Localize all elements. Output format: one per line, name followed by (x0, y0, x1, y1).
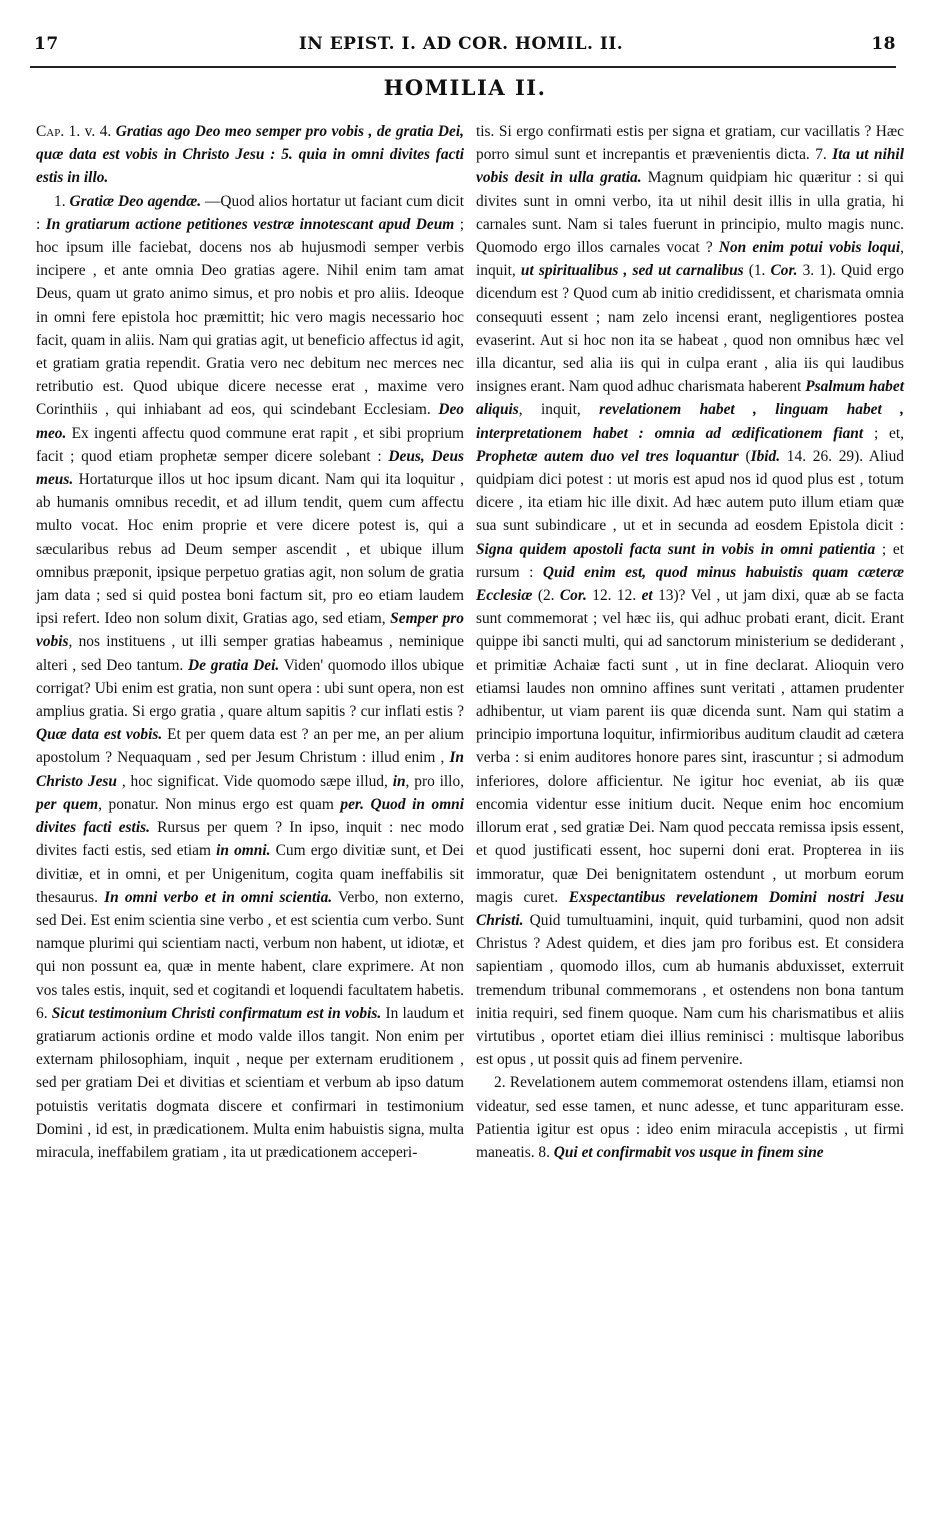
inline-text: Deo meo. (36, 401, 464, 442)
inline-text: Psalmum habet aliquis (476, 378, 904, 419)
inline-text: In gratiarum actione petitiones vestræ innotescant apud Deum (45, 215, 455, 233)
page-number-right: 18 (871, 34, 896, 54)
inline-text: revelationem habet , linguam habet , interpretationem habet : omnia ad ædificationem fiant (476, 401, 904, 442)
inline-text: Gratias ago Deo meo semper pro vobis , de gratia Dei, quæ data est vobis in Christo Jesu : 5. quia in omni divites facti estis in illo. (36, 123, 465, 187)
paragraph: Cap. 1. v. 4. Gratias ago Deo meo semper pro vobis , de gratia Dei, quæ data est vobis in Christo Jesu : 5. quia in omni divites facti estis in illo. (36, 123, 465, 187)
inline-text: Quæ data est vobis. (36, 726, 163, 744)
paragraph: 2. Revelationem autem commemorat ostendens illam, etiamsi non videatur, sed esse tamen, et nunc adesse, et tunc apparituram esse. Patientia igitur est opus : ideo enim miracula accepistis , ut firmi maneatis. 8. Qui et confirmabit vos usque in finem sine (476, 1074, 904, 1161)
inline-text: Semper pro vobis (36, 610, 464, 651)
paragraph: 1. Gratiæ Deo agendæ. —Quod alios hortatur ut faciant cum dicit : In gratiarum actione petitiones vestræ innotescant apud Deum ; hoc ipsum ille faciebat, docens nos ab hujusmodi semper verbis incipere , et ante omnia Deo gratias agere. Nihil enim tam amat Deus, quam ut grato animo simus, et pro nobis et pro aliis. Ideoque in omni fere epistola hoc præmittit; hic vero magis necessario hoc facit, quam in aliis. Nam qui gratias agit, ut beneficio affectus id agit, et gratiam gratia rependit. Gratia vero nec debitum nec merces nec retributio est. Quod ubique dicere necesse erat , maxime vero Corinthiis , qui inhiabant ad eos, qui scindebant Ecclesiam. Deo meo. Ex ingenti affectu quod commune erat rapit , et sibi proprium facit ; quod etiam prophetæ semper dicere solebant : Deus, Deus meus. Hortaturque illos ut hoc ipsum dicant. Nam qui ita loquitur , ab humanis omnibus recedit, et ad illum tendit, quem cum affectu multo vocat. Hoc enim proprie et vere dicere potest is, qui a sæcularibus rebus ad Deum semper ascendit , et ubique illum omnibus præponit, ipsique perpetuo gratias agit, non solum de gratia jam data ; sed si quid postea boni factum sit, pro eo etiam laudem ipsi refert. Ideo non solum dixit, Gratias ago, sed etiam, Semper pro vobis, nos instituens , ut illi semper gratias habeamus , neminique alteri , sed Deo tantum. De gratia Dei. Viden' quomodo illos ubique corrigat? Ubi enim est gratia, non sunt opera : ubi sunt opera, non est amplius gratia. Si ergo gratia , quare altum sapitis ? cur inflati estis ? Quæ data est vobis. Et per quem data est ? an per me, an per alium apostolum ? Nequaquam , sed per Jesum Christum : illud enim , In Christo Jesu , hoc significat. Vide quomodo sæpe illud, in, pro illo, per quem, ponatur. Non minus ergo est quam per. Quod in omni divites facti estis. Rursus per quem ? In ipso, inquit : nec modo divites facti estis, sed etiam in omni. Cum ergo divitiæ sunt, et Dei divitiæ, et in omni, et per Unigenitum, cogita quam ineffabilis sit thesaurus. In omni verbo et in omni scientia. Verbo, non externo, sed Dei. Est enim scientia sine verbo , et est scientia cum verbo. Sunt namque plurimi qui scientiam nacti, verbum non habent, ut idiotæ, et qui non possunt ea, quæ in mente habent, clare exprimere. At non vos tales estis, inquit, sed et cogitandi et loquendi facultatem habetis. 6. Sicut testimonium Christi confirmatum est in vobis. In laudum et gratiarum actionis ordine et modo valde illos tangit. Non enim per externam philosophiam, inquit , neque per externam eruditionem , sed per gratiam Dei et divitias et scientiam et verbum ab ipso datum potuistis veritatis dogmata discere et confirmari in testimonium Domini , id est, in prædicationem. Multa enim habuistis signa, multa miracula, ineffabilem gratiam , ita ut prædicationem acceperi- (36, 192, 465, 1161)
inline-text: per. Quod in omni divites facti estis. (36, 795, 464, 837)
inline-text: Ibid. (750, 447, 781, 465)
inline-text: De gratia Dei. (188, 656, 280, 674)
page-number-left: 17 (34, 34, 59, 54)
paragraph: tis. Si ergo confirmati estis per signa et gratiam, cur vacillatis ? Hæc porro simul sunt et increpantis et prævenientis dicta. 7. Ita ut nihil vobis desit in ulla gratia. Magnum quidpiam hic quæritur : si qui divites sunt in omni verbo, ita ut nihil desit illis in ulla gratia, hi carnales sunt. Nam si tales fuerunt in principio, multo magis nunc. Quomodo ergo illos carnales vocat ? Non enim potui vobis loqui, inquit, ut spiritualibus , sed ut carnalibus (1. Cor. 3. 1). Quid ergo dicendum est ? Quod cum ab initio credidissent, et charismata omnia consequuti essent ; nam zelo incensi erant, negligentiores postea evaserint. Aut si hoc non ita se habeat , quod non omnibus hæc vel illa dicantur, sed alia iis qui in culpa erant , alia iis qui laudibus insignes erant. Nam quod adhuc charismata haberent Psalmum habet aliquis, inquit, revelationem habet , linguam habet , interpretationem habet : omnia ad ædificationem fiant ; et, Prophetæ autem duo vel tres loquantur (Ibid. 14. 26. 29). Aliud quidpiam dici potest : ut moris est apud nos id quod plus est , totum dicere , ita etiam hic ille dixit. Ad hæc autem puto illum etiam quæ sua sunt subindicare , ut et in secunda ad eosdem Epistola dicit : Signa quidem apostoli facta sunt in vobis in omni patientia ; et rursum : Quid enim est, quod minus habuistis quam cæteræ Ecclesiæ (2. Cor. 12. 12. et 13)? Vel , ut jam dixi, quæ ab se facta sunt commemorat ; vel hæc iis, qui adhuc probati erant, dicit. Erant quippe ibi sancti multi, qui ad sanctorum ministerium se dediderant , et primitiæ Achaiæ facti sunt , ut in fine declarat. Alioquin vero etiamsi laudes non omnino affines sunt veritati , attamen prudenter adhibentur, ut viam parent iis quæ dicenda sunt. Nam qui statim a principio importuna loquitur, infirmioribus auditum claudit ad cætera verba : si enim auditores honore pares sint, irascuntur ; si admodum inferiores, dolore afficientur. Ne igitur hoc eveniat, ab iis quæ encomia videntur esse initium ducit. Neque enim hoc encomium illorum erat , sed gratiæ Dei. Nam quod peccata remissa ipsis essent, et quod justificati essent, hoc superni doni erat. Propterea in iis immoratur, quæ Dei benignitatem ostendunt , ut morbum eorum magis curet. Exspectantibus revelationem Domini nostri Jesu Christi. Quid tumultuamini, inquit, quid turbamini, quod non adsit Christus ? Adest quidem, et dies jam pro foribus est. Et considera sapientiam , quomodo illos, cum ab humanis abduxisset, exterruit tremendum tribunal commemorans , et ostendens non bona tantum initia requiri, sed finem quoque. Nam cum his charismatibus et aliis virtutibus , oportet etiam diei illius reminisci : multisque laboribus est opus , ut possit quis ad finem pervenire. (476, 123, 905, 1069)
inline-text: Quid enim est, quod minus habuistis quam cæteræ Ecclesiæ (476, 563, 905, 605)
inline-text: ut spiritualibus , sed ut carnalibus (520, 262, 744, 280)
inline-text: Sicut testimonium Christi confirmatum est in vobis. (51, 1004, 382, 1022)
homily-title: HOMILIA II. (383, 75, 547, 100)
inline-text: In omni verbo et in omni scientia. (104, 888, 333, 906)
inline-text: et (641, 587, 653, 605)
header-rule (30, 66, 896, 68)
inline-text: In Christo Jesu (36, 749, 464, 790)
text-column-left (36, 120, 464, 1164)
inline-text: Qui et confirmabit vos usque in finem sine (553, 1143, 824, 1161)
inline-text: Gratiæ Deo agendæ. (69, 192, 202, 210)
inline-text: in (392, 772, 406, 790)
inline-text: in omni. (216, 842, 271, 860)
inline-text: Cor. (559, 587, 587, 605)
inline-text: Non enim potui vobis loqui (718, 239, 901, 257)
inline-text: per quem (36, 795, 99, 813)
text-column-right (476, 120, 904, 1164)
inline-text: Deus, Deus meus. (36, 447, 464, 489)
inline-text: Prophetæ autem duo vel tres loquantur (476, 447, 739, 465)
inline-text: Ita ut nihil vobis desit in ulla gratia. (476, 146, 904, 187)
running-header (26, 34, 896, 56)
inline-text: Cor. (770, 262, 798, 280)
inline-text: Signa quidem apostoli facta sunt in vobis in omni patientia (476, 540, 876, 558)
inline-text: Exspectantibus revelationem Domini nostri Jesu Christi. (476, 888, 904, 929)
running-title: IN EPIST. I. AD COR. HOMIL. II. (298, 34, 624, 54)
inline-text: Cap. (36, 123, 65, 140)
